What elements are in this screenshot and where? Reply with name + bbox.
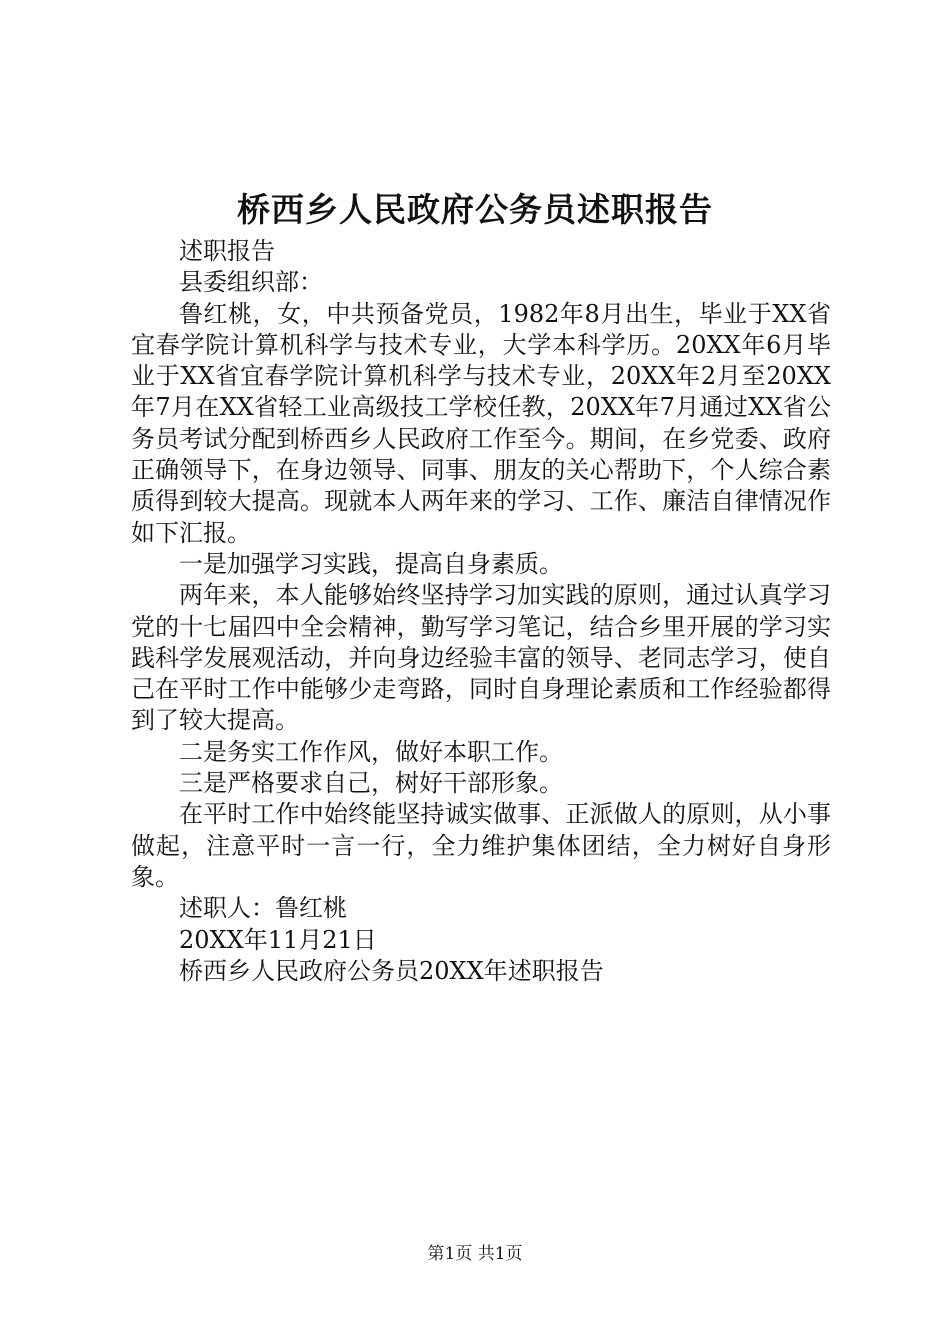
- document-title: 桥西乡人民政府公务员述职报告: [237, 190, 713, 229]
- paragraph-intro: 鲁红桃，女，中共预备党员，1982年8月出生，毕业于XX省宜春学院计算机科学与技术专业，大学本科学历。20XX年6月毕业于XX省宜春学院计算机科学与技术专业，20XX年2月至20XX年7月在XX省轻工业高级技工学校任教，20XX年7月通过XX省公务员考试分配到桥西乡人民政府工作至今。期间，在乡党委、政府正确领导下，在身边领导、同事、朋友的关心帮助下，个人综合素质得到较大提高。现就本人两年来的学习、工作、廉洁自律情况作如下汇报。: [131, 299, 831, 547]
- section-heading-1: 一是加强学习实践，提高自身素质。: [179, 549, 563, 578]
- paragraph-conduct: 在平时工作中始终能坚持诚实做事、正派做人的原则，从小事做起，注意平时一言一行，全力维护集体团结，全力树好自身形象。: [131, 800, 831, 891]
- section-heading-3: 三是严格要求自己，树好干部形象。: [179, 769, 563, 798]
- heading-report: 述职报告: [179, 237, 275, 265]
- paragraph-study: 两年来，本人能够始终坚持学习加实践的原则，通过认真学习党的十七届四中全会精神，勤写学习笔记，结合乡里开展的学习实践科学发展观活动，并向身边经验丰富的领导、老同志学习，使自己在平时工作中能够少走弯路，同时自身理论素质和工作经验都得到了较大提高。: [131, 581, 831, 735]
- page-number-footer: 第1页 共1页: [427, 1244, 523, 1264]
- document-body: [131, 236, 831, 987]
- section-heading-2: 二是务实工作作风，做好本职工作。: [179, 737, 563, 766]
- signature-line: 述职人：鲁红桃: [179, 894, 347, 923]
- addressee: 县委组织部：: [179, 268, 323, 297]
- closing-title-line: 桥西乡人民政府公务员20XX年述职报告: [179, 956, 604, 985]
- date-line: 20XX年11月21日: [179, 925, 377, 954]
